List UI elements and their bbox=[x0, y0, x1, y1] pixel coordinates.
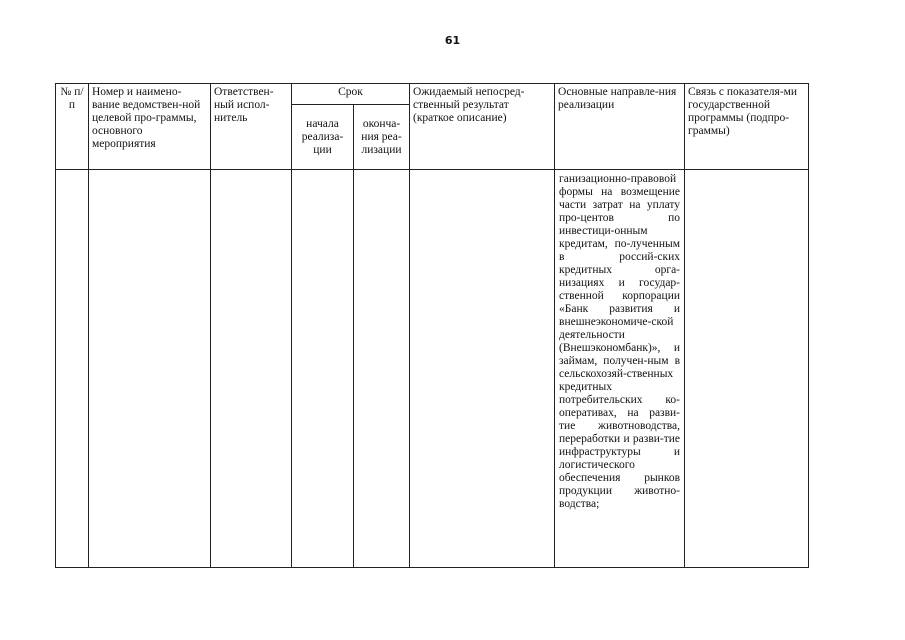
cell-term-start bbox=[292, 170, 354, 568]
cell-num bbox=[56, 170, 89, 568]
cell-expected-result bbox=[410, 170, 555, 568]
header-num: № п/п bbox=[56, 84, 89, 170]
header-term: Срок bbox=[292, 84, 410, 105]
cell-link bbox=[685, 170, 809, 568]
page-number: 61 bbox=[444, 34, 461, 47]
cell-term-end bbox=[354, 170, 410, 568]
header-expected-result: Ожидаемый непосред-ственный результат (краткое описание) bbox=[410, 84, 555, 170]
header-directions: Основные направле-ния реализации bbox=[555, 84, 685, 170]
program-table bbox=[55, 83, 809, 568]
header-name: Номер и наимено-вание ведомствен-ной целевой про-граммы, основного мероприятия bbox=[89, 84, 211, 170]
cell-directions: ганизационно-правовой формы на возмещение части затрат на уплату про-центов по инвестици-онным кредитам, по-лученным в россий-ских кредитных орга-низациях и государ-ственной корпорации «Банк развития и внешнеэкономиче-ской деятельности (Внешэкономбанк)», и займам, получен-ным в сельскохозяй-ственных кредитных потребительских ко-оперативах, на разви-тие животноводства, переработки и разви-тие инфраструктуры и логистического обеспечения рынков продукции животно-водства; bbox=[555, 170, 685, 568]
table-row bbox=[56, 170, 809, 568]
header-term-start: начала реализа-ции bbox=[292, 105, 354, 170]
cell-name bbox=[89, 170, 211, 568]
header-term-end: оконча-ния реа-лизации bbox=[354, 105, 410, 170]
cell-responsible bbox=[211, 170, 292, 568]
header-responsible: Ответствен-ный испол-нитель bbox=[211, 84, 292, 170]
header-row bbox=[56, 84, 809, 105]
header-link: Связь с показателя-ми государственной программы (подпро-граммы) bbox=[685, 84, 809, 170]
